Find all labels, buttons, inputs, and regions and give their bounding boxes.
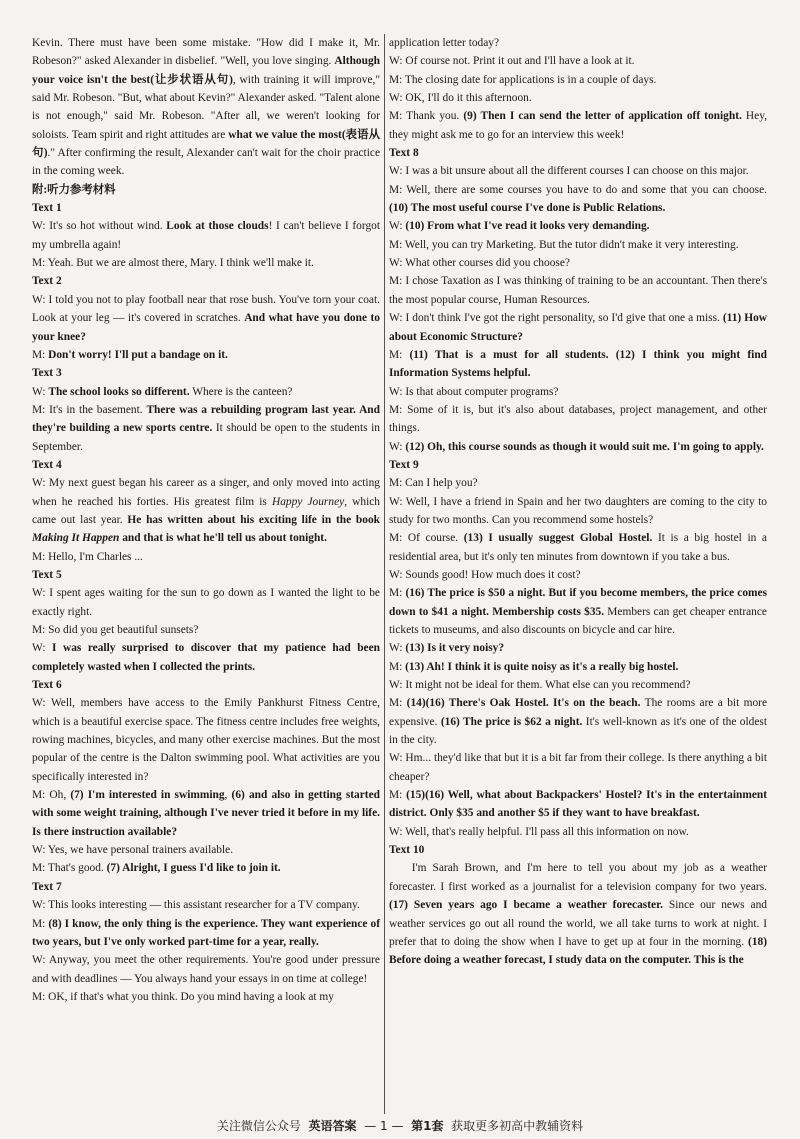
text-run: M: — [389, 587, 406, 600]
dialogue-line — [389, 254, 767, 272]
text-run: He has written about his exciting life in the book — [127, 513, 380, 526]
dialogue-line — [389, 34, 767, 52]
dialogue-line — [389, 71, 767, 89]
text-run: M: Well, there are some courses you have to do and some that you can choose. — [389, 183, 767, 196]
text-run: (16) The price is $50 a night. But if you become members, the price comes down to $41 a night. Membership costs $35. — [389, 587, 768, 618]
dialogue-line — [389, 823, 767, 841]
section-heading: Text 7 — [32, 880, 62, 893]
dialogue-line — [32, 786, 380, 841]
dialogue-line — [389, 217, 767, 235]
text-run: M: Oh, — [32, 789, 71, 802]
text-run: Although your voice isn't the best — [32, 55, 380, 86]
text-run: W: I don't think I've got the right personality, so I'd give that one a miss. — [389, 312, 723, 325]
text-run: M: OK, if that's what you think. Do you mind having a look at my — [32, 990, 334, 1003]
dialogue-line — [389, 566, 767, 584]
dialogue-line — [389, 658, 767, 676]
text-run: And what have you done to your knee? — [32, 312, 381, 343]
text-run: (15)(16) Well, what about Backpackers' Hostel? It's in the entertainment district. Only $35 and another $5 if they want to have breakfast. — [389, 789, 768, 820]
section-heading: Text 5 — [32, 568, 62, 581]
text-run: and also in getting started with some weight training, although I've never tried it before in my life. Is there instruction available? — [32, 789, 380, 838]
dialogue-line — [32, 621, 380, 639]
appendix-title: 附:听力参考材料 — [32, 183, 116, 196]
dialogue-line — [32, 951, 380, 988]
dialogue-line — [389, 493, 767, 530]
dialogue-line — [389, 584, 767, 639]
text-run: , with training it will improve," said Mr. Robeson. "But, what about Kevin?" Alexander asked. "Talent alone is not enough," said Mr. Robeson. "After all, we weren't looking for soloists. Team spirit and right attitudes are — [32, 73, 380, 141]
text-run: I was really surprised to discover that my patience had been completely wasted when I collected the prints. — [32, 642, 380, 673]
text-run: (11) That is a must for all students. (12) I think you might find Information Systems helpful. — [389, 348, 767, 380]
text-run: (8) I know, the only thing is the experience. They want experience of two years, but I've only worked part-time for a year, really. — [32, 917, 381, 948]
dialogue-line — [389, 89, 767, 107]
text-run: M: The closing date for applications is in a couple of days. — [389, 73, 657, 86]
right-column — [389, 34, 767, 970]
text-run: Where is the canteen? — [189, 385, 293, 398]
text-run: The school looks so different. — [48, 385, 190, 398]
text-run: M: Some of it is, but it's also about databases, project management, and other things. — [389, 403, 767, 435]
text-run: Look at those clouds — [166, 220, 269, 233]
text-run: M: Thank you. — [389, 110, 464, 123]
text-run: M: — [389, 660, 406, 673]
dialogue-line — [389, 162, 767, 180]
footer-center-text: 英语答案 — [308, 1119, 357, 1133]
text-run: I'm Sarah Brown, and I'm here to tell you about my job as a weather forecaster. I first worked as a journalist for a television company for two years. — [389, 862, 767, 893]
text-run: W: It might not be ideal for them. What else can you recommend? — [389, 679, 691, 692]
footer-set-label: 第1套 — [411, 1119, 444, 1133]
section-heading: Text 1 — [32, 202, 62, 215]
text-run: W: This looks interesting — this assistant researcher for a TV company. — [32, 899, 360, 912]
footer-page-number: — 1 — — [364, 1119, 404, 1133]
text-run: Happy Journey — [272, 495, 345, 508]
section-heading: Text 10 — [389, 844, 425, 857]
text-run: ! I can't believe I forgot my umbrella again! — [32, 220, 381, 251]
dialogue-line — [389, 383, 767, 401]
passage-paragraph — [32, 34, 380, 181]
dialogue-line — [389, 639, 767, 657]
text-run: (7) I'm interested in swimming — [70, 789, 225, 802]
dialogue-line — [32, 915, 380, 952]
text-run: Making It Happen — [32, 532, 120, 545]
text-run: M: Yeah. But we are almost there, Mary. I think we'll make it. — [32, 257, 314, 270]
dialogue-line — [389, 786, 767, 823]
dialogue-line — [32, 346, 380, 364]
text-run: W: Sounds good! How much does it cost? — [389, 568, 581, 581]
text-run: It's well-known as it's one of the oldest in the city. — [389, 715, 768, 747]
dialogue-line — [389, 181, 767, 218]
text-run: M: Of course. — [389, 532, 464, 545]
text-run: (7) Alright, I guess I'd like to join it. — [106, 862, 281, 875]
text-run: W: I spent ages waiting for the sun to go down as I wanted the light to be exactly right. — [32, 587, 380, 618]
text-run: and that is what he'll tell us about tonight. — [119, 532, 327, 545]
dialogue-line — [32, 401, 380, 456]
text-run: (让步状语从句) — [150, 73, 233, 86]
text-run: W: I told you not to play football near that rose bush. You've torn your coat. Look at your leg — it's covered in scratches. — [32, 293, 380, 325]
dialogue-line — [389, 676, 767, 694]
dialogue-line — [32, 584, 380, 621]
column-divider — [384, 34, 385, 1114]
text-run: W: — [389, 440, 406, 453]
text-run: W: My next guest began his career as a singer, and only moved into acting when he reached his forties. His greatest film is — [32, 477, 380, 508]
dialogue-line — [389, 309, 767, 346]
text-run: The rooms are a bit more expensive. — [389, 697, 768, 728]
dialogue-line — [389, 401, 767, 438]
section-heading: Text 8 — [389, 147, 419, 160]
text-run: M: — [32, 348, 49, 361]
text-run: M: — [389, 697, 407, 710]
text-run: W: — [32, 642, 53, 655]
text-run: W: Well, that's really helpful. I'll pass all this information on now. — [389, 825, 689, 838]
text-run: ." After confirming the result, Alexander can't wait for the choir practice in the coming week. — [32, 147, 381, 178]
text-run: M: — [389, 789, 407, 802]
text-run: M: Can I help you? — [389, 477, 478, 490]
text-run: W: What other courses did you choose? — [389, 257, 570, 270]
text-run: W: Of course not. Print it out and I'll have a look at it. — [389, 55, 635, 68]
section-heading: Text 9 — [389, 458, 419, 471]
dialogue-line — [32, 548, 380, 566]
text-run: M: Hello, I'm Charles ... — [32, 550, 143, 563]
dialogue-line — [32, 474, 380, 547]
dialogue-line — [32, 841, 380, 859]
text-run: M: — [389, 348, 410, 361]
right-transcript — [389, 34, 767, 970]
text-run: W: — [32, 385, 49, 398]
text-run: M: I chose Taxation as I was thinking of training to be an accountant. Then there's the most popular course, Human Resources. — [389, 275, 767, 306]
text-run: (13) Ah! I think it is quite noisy as it's a really big hostel. — [405, 660, 679, 673]
text-run: W: Well, members have access to the Emily Pankhurst Fitness Centre, which is a beautiful exercise space. The fitness centre includes free weights, rowing machines, bicycles, and many other exercise machines. But the most popular of the centre is the Dalton swimming pool. What activities are you specifically interested in? — [32, 697, 380, 783]
dialogue-line — [32, 254, 380, 272]
text-run: W: Is that about computer programs? — [389, 385, 559, 398]
dialogue-line — [32, 383, 380, 401]
text-run: (10) From what I've read it looks very demanding. — [405, 220, 650, 233]
dialogue-line — [389, 236, 767, 254]
text-run: W: Anyway, you meet the other requirements. You're good under pressure and with deadlines — You always hand your essays in on time at college! — [32, 954, 380, 985]
text-run: Hey, they might ask me to go for an interview this week! — [389, 110, 767, 141]
text-run: Members can get cheaper entrance tickets to museums, and also discounts on bicycle and car hire. — [389, 605, 767, 636]
text-run: It should be open to the students in September. — [32, 422, 380, 453]
page-footer — [0, 1118, 800, 1134]
dialogue-line — [389, 749, 767, 786]
text-run: (10) The most useful course I've done is Public Relations. — [389, 202, 666, 215]
dialogue-line — [389, 346, 767, 383]
dialogue-line — [32, 291, 380, 346]
dialogue-line — [389, 694, 767, 749]
dialogue-line — [389, 859, 767, 969]
footer-right-text: 获取更多初高中教辅资料 — [451, 1119, 584, 1133]
dialogue-line — [32, 217, 380, 254]
text-run: There was a rebuilding program last year. And they're building a new sports centre. — [32, 403, 380, 435]
text-run: M: So did you get beautiful sunsets? — [32, 624, 199, 636]
text-run: W: Hm... they'd like that but it is a bit far from their college. Is there anything a bit cheaper? — [389, 752, 767, 783]
text-run: , which came out last year. — [32, 495, 380, 526]
text-run: W: Well, I have a friend in Spain and her two daughters are coming to the city to study for two months. Can you recommend some hostels? — [389, 495, 767, 526]
text-run: M: — [32, 917, 49, 930]
section-heading: Text 3 — [32, 367, 62, 380]
text-run: W: — [389, 642, 406, 655]
dialogue-line — [389, 52, 767, 70]
text-run: (表语从句) — [32, 128, 380, 160]
text-run: Since our news and weather services go out all round the world, we all take turns to work at night. I prefer that to doing the show when I have to get up at four in the morning. — [389, 899, 767, 948]
section-heading: Text 4 — [32, 458, 62, 471]
dialogue-line — [32, 988, 380, 1006]
dialogue-line — [32, 639, 380, 676]
text-run: what we value the most — [228, 128, 342, 141]
text-run: (9) Then I can send the letter of application off tonight. — [463, 110, 742, 123]
text-run: (13) Is it very noisy? — [405, 642, 505, 655]
text-run: W: I was a bit unsure about all the different courses I can choose on this major. — [389, 165, 749, 178]
footer-left-text: 关注微信公众号 — [216, 1119, 301, 1133]
text-run: It is a big hostel in a residential area, but it's only ten minutes from downtown if you take a bus. — [389, 532, 767, 563]
dialogue-line — [389, 529, 767, 566]
text-run: (18) Before doing a weather forecast, I study data on the computer. This is the — [389, 935, 767, 967]
dialogue-line — [389, 438, 767, 456]
text-run: W: Yes, we have personal trainers available. — [32, 844, 234, 857]
dialogue-line — [389, 107, 767, 144]
left-column — [32, 34, 380, 1006]
text-run: (17) Seven years ago I became a weather forecaster. — [389, 899, 663, 912]
text-run: M: That's good. — [32, 862, 107, 875]
text-run: Don't worry! I'll put a bandage on it. — [48, 348, 228, 361]
text-run: (6) — [231, 789, 245, 802]
text-run: (12) Oh, this course sounds as though it would suit me. I'm going to apply. — [405, 440, 764, 453]
text-run: M: Well, you can try Marketing. But the tutor didn't make it very interesting. — [389, 238, 739, 251]
text-run: W: — [389, 220, 406, 233]
section-heading: Text 6 — [32, 679, 62, 692]
text-run: (11) How about Economic Structure? — [389, 312, 768, 343]
text-run: (13) I usually suggest Global Hostel. — [463, 532, 653, 545]
text-run: M: It's in the basement. — [32, 403, 147, 416]
dialogue-line — [32, 694, 380, 786]
text-run: W: OK, I'll do it this afternoon. — [389, 92, 532, 105]
left-transcript — [32, 199, 380, 1006]
text-run: (14)(16) There's Oak Hostel. It's on the beach. — [406, 697, 641, 710]
text-run: Kevin. There must have been some mistake. "How did I make it, Mr. Robeson?" asked Alexander in disbelief. "Well, you love singing. — [32, 37, 380, 68]
dialogue-line — [32, 896, 380, 914]
text-run: W: It's so hot without wind. — [32, 220, 167, 233]
section-heading: Text 2 — [32, 275, 62, 288]
dialogue-line — [32, 859, 380, 877]
dialogue-line — [389, 272, 767, 309]
dialogue-line — [389, 474, 767, 492]
text-run: (16) The price is $62 a night. — [440, 715, 583, 728]
text-run: application letter today? — [389, 37, 500, 49]
text-run: , — [224, 789, 232, 802]
